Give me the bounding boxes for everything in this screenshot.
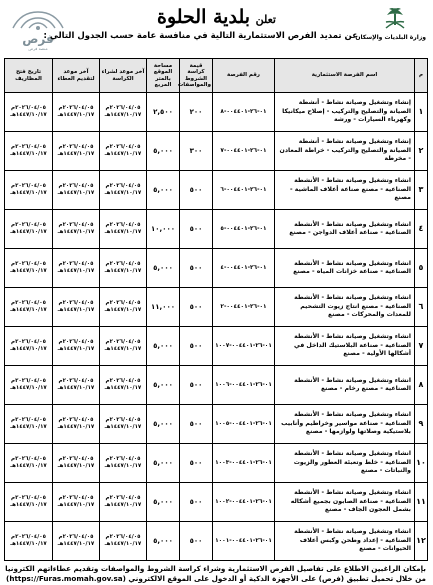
- submission-deadline-hijri: ١٤٤٧/١٠/١٧هـ: [57, 463, 95, 469]
- booklet-price: ٥٠٠: [180, 327, 213, 366]
- furas-logo: [7, 8, 69, 52]
- opening-date: [5, 210, 53, 249]
- opportunity-name: انشاء وتشغيل وصيانة نشاط - الأنشطة الصناعية - صناعة الصابون بجميع أشكاله بشمل العجون الجاف - مصنع: [275, 483, 415, 522]
- submission-deadline: [53, 522, 100, 561]
- submission-deadline-gregorian: ٢٠٢٦/٠٤/٠٥م: [58, 455, 94, 462]
- purchase-deadline-hijri: ١٤٤٧/١٠/١٧هـ: [104, 190, 142, 196]
- opening-date-hijri: ١٤٤٧/١٠/١٧هـ: [10, 385, 47, 391]
- purchase-deadline-hijri: ١٤٤٧/١٠/١٧هـ: [104, 541, 142, 547]
- header-area: مساحة الموقع بالمتر المربع: [147, 59, 180, 93]
- opportunity-code: ٠١-٢٦-٠٠٤٤٠١-١٠٠٣: [213, 444, 275, 483]
- submission-deadline-gregorian: ٢٠٢٦/٠٤/٠٥م: [58, 416, 94, 423]
- submission-deadline-gregorian: ٢٠٢٦/٠٤/٠٥م: [58, 533, 94, 540]
- opportunity-name: انشاء وتشغيل وصيانة نشاط - الأنشطة الصناعية - خلط وتعبئة العطور والزيوت والنباتات - مصنع: [275, 444, 415, 483]
- purchase-deadline-gregorian: ٢٠٢٦/٠٤/٠٥م: [105, 494, 141, 501]
- purchase-deadline-gregorian: ٢٠٢٦/٠٤/٠٥م: [105, 143, 141, 150]
- purchase-deadline: [100, 444, 147, 483]
- opening-date-gregorian: ٢٠٢٦/٠٤/٠٥م: [11, 338, 46, 345]
- row-index: ٧: [415, 327, 428, 366]
- submission-deadline-hijri: ١٤٤٧/١٠/١٧هـ: [57, 385, 95, 391]
- opportunity-name: انشاء وتشغيل وصيانة نشاط - الأنشطة الصناعية - صناعة خزانات المياه - مصنع: [275, 249, 415, 288]
- opportunity-name: انشاء وتشغيل وصيانة نشاط - الأنشطة الصناعية - صناعة مواسير وخراطيم وأنابيب بلاستيكية وصلاتها ولوازمها - مصنع: [275, 405, 415, 444]
- furas-logo-text: فرص: [22, 32, 54, 46]
- submission-deadline: [53, 132, 100, 171]
- row-index: ٦: [415, 288, 428, 327]
- header-booklet-price: قيمة كراسة الشروط والمواصفات: [180, 59, 213, 93]
- opening-date-hijri: ١٤٤٧/١٠/١٧هـ: [10, 151, 47, 157]
- booklet-price: ٥٠٠: [180, 405, 213, 444]
- row-index: ٨: [415, 366, 428, 405]
- opening-date-hijri: ١٤٤٧/١٠/١٧هـ: [10, 346, 47, 352]
- purchase-deadline-gregorian: ٢٠٢٦/٠٤/٠٥م: [105, 299, 141, 306]
- opening-date-gregorian: ٢٠٢٦/٠٤/٠٥م: [11, 494, 46, 501]
- purchase-deadline-gregorian: ٢٠٢٦/٠٤/٠٥م: [105, 416, 141, 423]
- opening-date: [5, 366, 53, 405]
- purchase-deadline-hijri: ١٤٤٧/١٠/١٧هـ: [104, 463, 142, 469]
- opportunity-name: إنشاء وتشغيل وصيانة نشاط - أنشطة الصيانة والتصليح والتركيب - إصلاح ميكانيكا وكهرباء السيارات - ورشة: [275, 93, 415, 132]
- opportunity-name: انشاء وتشغيل وصيانة نشاط - الأنشطة الصناعية - صناعة أعلاف الدواجن - مصنع: [275, 210, 415, 249]
- opening-date-hijri: ١٤٤٧/١٠/١٧هـ: [10, 190, 47, 196]
- booklet-price: ٥٠٠: [180, 444, 213, 483]
- table-row: [5, 522, 428, 561]
- booklet-price: ٥٠٠: [180, 483, 213, 522]
- site-area: ٥,٠٠٠: [147, 522, 180, 561]
- purchase-deadline-hijri: ١٤٤٧/١٠/١٧هـ: [104, 112, 142, 118]
- submission-deadline-gregorian: ٢٠٢٦/٠٤/٠٥م: [58, 260, 94, 267]
- submission-deadline-hijri: ١٤٤٧/١٠/١٧هـ: [57, 268, 95, 274]
- submission-deadline: [53, 249, 100, 288]
- submission-deadline: [53, 171, 100, 210]
- submission-deadline: [53, 444, 100, 483]
- booklet-price: ٣٠٠: [180, 132, 213, 171]
- purchase-deadline-gregorian: ٢٠٢٦/٠٤/٠٥م: [105, 377, 141, 384]
- submission-deadline-gregorian: ٢٠٢٦/٠٤/٠٥م: [58, 494, 94, 501]
- booklet-price: ٥٠٠: [180, 366, 213, 405]
- submission-deadline: [53, 327, 100, 366]
- purchase-deadline-gregorian: ٢٠٢٦/٠٤/٠٥م: [105, 338, 141, 345]
- purchase-deadline: [100, 171, 147, 210]
- opportunity-code: ٠١-٢٦-٠٠٤٤٠١-١٠٠٦: [213, 366, 275, 405]
- table-row: [5, 327, 428, 366]
- municipality-name: بلدية الحلوة: [156, 6, 251, 28]
- submission-deadline-gregorian: ٢٠٢٦/٠٤/٠٥م: [58, 299, 94, 306]
- booklet-price: ٥٠٠: [180, 522, 213, 561]
- row-index: ١٢: [415, 522, 428, 561]
- opening-date-hijri: ١٤٤٧/١٠/١٧هـ: [10, 463, 47, 469]
- opportunity-code: ٠١-٢٦-٠٠٤٤٠١-٨: [213, 93, 275, 132]
- purchase-deadline-hijri: ١٤٤٧/١٠/١٧هـ: [104, 307, 142, 313]
- ministry-logo: [355, 6, 426, 52]
- opportunity-code: ٠١-٢٦-٠٠٤٤٠١-٤: [213, 249, 275, 288]
- site-area: ٥,٠٠٠: [147, 327, 180, 366]
- submission-deadline-hijri: ١٤٤٧/١٠/١٧هـ: [57, 229, 95, 235]
- row-index: ١١: [415, 483, 428, 522]
- submission-deadline-hijri: ١٤٤٧/١٠/١٧هـ: [57, 541, 95, 547]
- table-row: [5, 405, 428, 444]
- opening-date-gregorian: ٢٠٢٦/٠٤/٠٥م: [11, 455, 46, 462]
- opening-date: [5, 483, 53, 522]
- opportunity-code: ٠١-٢٦-٠٠٤٤٠١-٦: [213, 171, 275, 210]
- site-area: ١١,٠٠٠: [147, 288, 180, 327]
- opportunity-code: ٠١-٢٦-٠٠٤٤٠١-٧: [213, 132, 275, 171]
- purchase-deadline-gregorian: ٢٠٢٦/٠٤/٠٥م: [105, 182, 141, 189]
- row-index: ٥: [415, 249, 428, 288]
- booklet-price: ٥٠٠: [180, 249, 213, 288]
- opening-date-hijri: ١٤٤٧/١٠/١٧هـ: [10, 112, 47, 118]
- purchase-deadline: [100, 210, 147, 249]
- header-index: م: [415, 59, 428, 93]
- announcement-subtitle: عن تمديد الفرص الاستثمارية التالية في منافسة عامة حسب الجدول التالي :: [43, 31, 358, 41]
- submission-deadline: [53, 210, 100, 249]
- footer-note: بإمكان الراغبين الاطلاع على تفاصيل الفرص الاستثمارية وشراء كراسة الشروط والمواصفات وتقديم عطاءاتهم الكترونيا من خلال تحميل تطبيق (فرص) على الأجهزة الذكية أو الدخول على الموقع الالكتروني (https://Furas.momah.gov.sa): [5, 564, 426, 583]
- opportunity-name: انشاء وتشغيل وصيانة نشاط - الأنشطة الصناعية - مصنع انتاج زيوت التشحيم للمعدات والمحركات - مصنع: [275, 288, 415, 327]
- purchase-deadline-gregorian: ٢٠٢٦/٠٤/٠٥م: [105, 260, 141, 267]
- title-prefix: تعلن: [255, 13, 276, 26]
- submission-deadline: [53, 366, 100, 405]
- submission-deadline-hijri: ١٤٤٧/١٠/١٧هـ: [57, 190, 95, 196]
- opening-date: [5, 444, 53, 483]
- opening-date-gregorian: ٢٠٢٦/٠٤/٠٥م: [11, 377, 46, 384]
- submission-deadline-gregorian: ٢٠٢٦/٠٤/٠٥م: [58, 338, 94, 345]
- header-code: رقم الفرصة: [213, 59, 275, 93]
- opening-date-hijri: ١٤٤٧/١٠/١٧هـ: [10, 229, 47, 235]
- purchase-deadline-gregorian: ٢٠٢٦/٠٤/٠٥م: [105, 533, 141, 540]
- table-row: [5, 288, 428, 327]
- site-area: ١٠,٠٠٠: [147, 210, 180, 249]
- opening-date-gregorian: ٢٠٢٦/٠٤/٠٥م: [11, 299, 46, 306]
- submission-deadline-hijri: ١٤٤٧/١٠/١٧هـ: [57, 346, 95, 352]
- row-index: ٣: [415, 171, 428, 210]
- table-header-row: [5, 59, 428, 93]
- purchase-deadline-hijri: ١٤٤٧/١٠/١٧هـ: [104, 424, 142, 430]
- header-description: اسم الفرصة الاستثمارية: [275, 59, 415, 93]
- submission-deadline: [53, 288, 100, 327]
- row-index: ٩: [415, 405, 428, 444]
- opportunity-name: انشاء وتشغيل وصيانة نشاط - الأنشطة الصناعية - إعداد وطحن وكبس أعلاف الحيوانات - مصنع: [275, 522, 415, 561]
- purchase-deadline: [100, 132, 147, 171]
- row-index: ١: [415, 93, 428, 132]
- purchase-deadline: [100, 249, 147, 288]
- opening-date-hijri: ١٤٤٧/١٠/١٧هـ: [10, 502, 47, 508]
- table-row: [5, 249, 428, 288]
- site-area: ٥,٠٠٠: [147, 171, 180, 210]
- table-row: [5, 132, 428, 171]
- submission-deadline-gregorian: ٢٠٢٦/٠٤/٠٥م: [58, 182, 94, 189]
- purchase-deadline-hijri: ١٤٤٧/١٠/١٧هـ: [104, 502, 142, 508]
- opening-date-gregorian: ٢٠٢٦/٠٤/٠٥م: [11, 143, 46, 150]
- opening-date-gregorian: ٢٠٢٦/٠٤/٠٥م: [11, 221, 46, 228]
- site-area: ٥,٠٠٠: [147, 483, 180, 522]
- opportunity-code: ٠١-٢٦-٠٠٤٤٠١-١٠٠٥: [213, 405, 275, 444]
- submission-deadline-gregorian: ٢٠٢٦/٠٤/٠٥م: [58, 143, 94, 150]
- site-area: ٥,٠٠٠: [147, 444, 180, 483]
- table-row: [5, 171, 428, 210]
- purchase-deadline-hijri: ١٤٤٧/١٠/١٧هـ: [104, 346, 142, 352]
- site-area: ٥,٠٠٠: [147, 366, 180, 405]
- submission-deadline: [53, 93, 100, 132]
- table-row: [5, 93, 428, 132]
- opening-date: [5, 327, 53, 366]
- opportunity-name: انشاء وتشغيل وصيانة نشاط - الأنشطة الصناعية - صناعة البلاستيك الداخل في أشكالها الأولية - مصنع: [275, 327, 415, 366]
- opening-date: [5, 522, 53, 561]
- title-block: [43, 6, 358, 41]
- purchase-deadline: [100, 483, 147, 522]
- purchase-deadline: [100, 93, 147, 132]
- opportunity-code: ٠١-٢٦-٠٠٤٤٠١-٥: [213, 210, 275, 249]
- table-row: [5, 444, 428, 483]
- furas-logo-subtext: منصة فرص: [28, 46, 48, 51]
- purchase-deadline: [100, 327, 147, 366]
- site-area: ٥,٠٠٠: [147, 249, 180, 288]
- opening-date-gregorian: ٢٠٢٦/٠٤/٠٥م: [11, 182, 46, 189]
- purchase-deadline: [100, 522, 147, 561]
- purchase-deadline-hijri: ١٤٤٧/١٠/١٧هـ: [104, 229, 142, 235]
- announcement-title: [75, 6, 358, 28]
- row-index: ١٠: [415, 444, 428, 483]
- opportunity-code: ٠١-٢٦-٠٠٤٤٠١-١٠٠٢: [213, 483, 275, 522]
- booklet-price: ٥٠٠: [180, 210, 213, 249]
- opening-date: [5, 132, 53, 171]
- opportunities-table: [4, 58, 428, 561]
- booklet-price: ٥٠٠: [180, 171, 213, 210]
- opening-date-gregorian: ٢٠٢٦/٠٤/٠٥م: [11, 416, 46, 423]
- row-index: ٢: [415, 132, 428, 171]
- booklet-price: ٢٠٠: [180, 93, 213, 132]
- header-purchase-deadline: آخر موعد لشراء الكراسة: [100, 59, 147, 93]
- opening-date-gregorian: ٢٠٢٦/٠٤/٠٥م: [11, 533, 46, 540]
- purchase-deadline: [100, 405, 147, 444]
- opportunity-name: انشاء وتشغيل وصيانة نشاط - الأنشطة الصناعية - مصنع صناعة أعلاف الماشية - مصنع: [275, 171, 415, 210]
- table-row: [5, 483, 428, 522]
- submission-deadline-hijri: ١٤٤٧/١٠/١٧هـ: [57, 112, 95, 118]
- purchase-deadline-gregorian: ٢٠٢٦/٠٤/٠٥م: [105, 221, 141, 228]
- table-row: [5, 210, 428, 249]
- site-area: ٢,٥٠٠: [147, 93, 180, 132]
- purchase-deadline-hijri: ١٤٤٧/١٠/١٧هـ: [104, 151, 142, 157]
- opening-date: [5, 288, 53, 327]
- opening-date-hijri: ١٤٤٧/١٠/١٧هـ: [10, 307, 47, 313]
- submission-deadline-hijri: ١٤٤٧/١٠/١٧هـ: [57, 424, 95, 430]
- opening-date-hijri: ١٤٤٧/١٠/١٧هـ: [10, 424, 47, 430]
- header: [5, 4, 428, 58]
- opportunity-code: ٠١-٢٦-٠٠٤٤٠١-٢: [213, 288, 275, 327]
- submission-deadline-gregorian: ٢٠٢٦/٠٤/٠٥م: [58, 221, 94, 228]
- booklet-price: ٥٠٠: [180, 288, 213, 327]
- header-submission-deadline: آخر موعد لتقديم العطاء: [53, 59, 100, 93]
- opportunity-name: إنشاء وتشغيل وصيانة نشاط - أنشطة الصيانة والتصليح والتركيب - خراطة المعادن - مخرطة: [275, 132, 415, 171]
- purchase-deadline: [100, 288, 147, 327]
- opening-date-hijri: ١٤٤٧/١٠/١٧هـ: [10, 541, 47, 547]
- opening-date-hijri: ١٤٤٧/١٠/١٧هـ: [10, 268, 47, 274]
- purchase-deadline-hijri: ١٤٤٧/١٠/١٧هـ: [104, 385, 142, 391]
- submission-deadline-gregorian: ٢٠٢٦/٠٤/٠٥م: [58, 104, 94, 111]
- row-index: ٤: [415, 210, 428, 249]
- header-opening-date: تاريخ فتح المظاريف: [5, 59, 53, 93]
- purchase-deadline-gregorian: ٢٠٢٦/٠٤/٠٥م: [105, 455, 141, 462]
- purchase-deadline-hijri: ١٤٤٧/١٠/١٧هـ: [104, 268, 142, 274]
- submission-deadline: [53, 405, 100, 444]
- purchase-deadline: [100, 366, 147, 405]
- site-area: ٥,٠٠٠: [147, 132, 180, 171]
- palm-swords-emblem-icon: [382, 6, 408, 30]
- submission-deadline-gregorian: ٢٠٢٦/٠٤/٠٥م: [58, 377, 94, 384]
- opportunity-name: انشاء وتشغيل وصيانة نشاط - الأنشطة الصناعية - مصنع رخام - مصنع: [275, 366, 415, 405]
- opening-date: [5, 249, 53, 288]
- submission-deadline: [53, 483, 100, 522]
- purchase-deadline-gregorian: ٢٠٢٦/٠٤/٠٥م: [105, 104, 141, 111]
- opening-date-gregorian: ٢٠٢٦/٠٤/٠٥م: [11, 104, 46, 111]
- submission-deadline-hijri: ١٤٤٧/١٠/١٧هـ: [57, 502, 95, 508]
- submission-deadline-hijri: ١٤٤٧/١٠/١٧هـ: [57, 307, 95, 313]
- opening-date: [5, 93, 53, 132]
- table-row: [5, 366, 428, 405]
- submission-deadline-hijri: ١٤٤٧/١٠/١٧هـ: [57, 151, 95, 157]
- site-area: ٥,٠٠٠: [147, 405, 180, 444]
- opportunity-code: ٠١-٢٦-٠٠٤٤٠١-١٠٠٧: [213, 327, 275, 366]
- opening-date-gregorian: ٢٠٢٦/٠٤/٠٥م: [11, 260, 46, 267]
- opening-date: [5, 405, 53, 444]
- ministry-name: وزارة البلديات والإسكان: [355, 34, 426, 41]
- opportunity-code: ٠١-٢٦-٠٠٤٤٠١-١٠٠١: [213, 522, 275, 561]
- opening-date: [5, 171, 53, 210]
